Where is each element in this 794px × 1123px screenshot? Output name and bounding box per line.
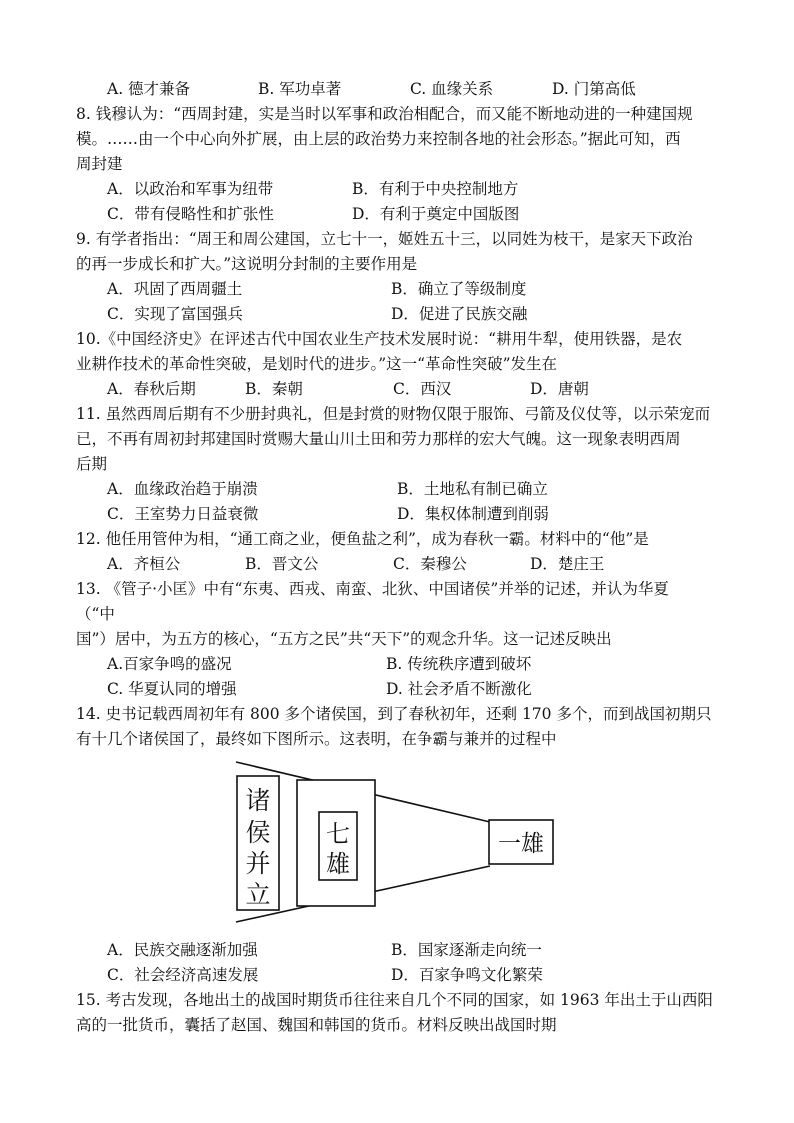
q7-option-b: B. 军功卓著 [258,80,342,98]
q8-option-a: A．以政治和军事为纽带 [107,180,274,198]
q15-stem-line-1: 15. 考古发现，各地出土的战国时期货币往往来自几个不同的国家，如 1963 年出土于山西阳 [76,991,713,1009]
q11-stem-line-1: 11. 虽然西周后期有不少册封典礼，但是封赏的财物仅限于服饰、弓箭及仪仗等，以示荣宠而 [76,405,711,423]
q11-stem-line-3: 后期 [76,455,108,473]
q13-stem-line-2: （“中 [76,605,115,623]
q8-option-c: C．带有侵略性和扩张性 [107,205,274,223]
q11-option-b: B．土地私有制已确立 [397,480,548,498]
q14-stem-line-1: 14. 史书记载西周初年有 800 多个诸侯国，到了春秋初年，还剩 170 多个，而到战国初期只 [76,705,712,723]
q7-option-a: A. 德才兼备 [107,80,191,98]
q15-stem-line-2: 高的一批货币，囊括了赵国、魏国和韩国的货币。材料反映出战国时期 [76,1016,557,1034]
q13-option-a: A.百家争鸣的盛况 [107,655,232,673]
box-one-state-label: 一雄 [498,831,544,857]
q12-stem-line-1: 12. 他任用管仲为相，“通工商之业，便鱼盐之利”，成为春秋一霸。材料中的“他”是 [76,530,649,548]
box-many-states-char-3: 并 [245,849,271,878]
q13-stem-line-1: 13. 《管子·小匡》中有“东夷、西戎、南蛮、北狄、中国诸侯”并举的记述，并认为华夏 [76,580,669,598]
box-many-states-char-2: 侯 [245,818,271,847]
box-seven-states-char-1: 七 [326,820,350,848]
q9-option-b: B．确立了等级制度 [391,280,527,298]
q12-option-d: D．楚庄王 [530,555,605,573]
q12-option-c: C．秦穆公 [393,555,467,573]
box-seven-states-char-2: 雄 [326,850,350,878]
q14-option-c: C．社会经济高速发展 [107,966,259,984]
box-many-states-char-1: 诸 [245,786,271,815]
q11-option-a: A．血缘政治趋于崩溃 [107,480,258,498]
q9-stem-line-1: 9. 有学者指出：“周王和周公建国，立七十一，姬姓五十三，以同姓为枝干，是家天下政治 [76,230,693,248]
box-many-states-char-4: 立 [245,880,271,909]
q11-option-c: C．王室势力日益衰微 [107,505,259,523]
q12-option-a: A．齐桓公 [107,555,181,573]
q7-option-c: C. 血缘关系 [410,80,494,98]
q8-stem-line-1: 8. 钱穆认为：“西周封建，实是当时以军事和政治相配合，而又能不断地动进的一种建国规 [76,105,693,123]
q13-stem-line-3: 国”）居中，为五方的核心，“五方之民”共“天下”的观念升华。这一记述反映出 [76,630,612,648]
q14-stem-line-2: 有十几个诸侯国了，最终如下图所示。这表明，在争霸与兼并的过程中 [76,730,557,748]
q14-option-a: A．民族交融逐渐加强 [107,941,258,959]
q9-option-d: D．促进了民族交融 [391,305,528,323]
q9-option-c: C．实现了富国强兵 [107,305,243,323]
q14-option-b: B．国家逐渐走向统一 [391,941,542,959]
q14-option-d: D．百家争鸣文化繁荣 [391,966,543,984]
q13-option-b: B. 传统秩序遭到破坏 [386,655,532,673]
q7-option-d: D. 门第高低 [552,80,636,98]
q9-stem-line-2: 的再一步成长和扩大。”这说明分封制的主要作用是 [76,255,418,273]
q8-stem-line-3: 周封建 [76,155,123,173]
q12-option-b: B．晋文公 [245,555,319,573]
q10-option-d: D．唐朝 [530,380,589,398]
q9-option-a: A．巩固了西周疆土 [107,280,243,298]
q11-option-d: D．集权体制遭到削弱 [397,505,549,523]
q10-option-c: C．西汉 [393,380,452,398]
q10-option-a: A．春秋后期 [107,380,196,398]
q10-stem-line-1: 10.《中国经济史》在评述古代中国农业生产技术发展时说：“耕用牛犁，使用铁器，是农 [76,330,683,348]
q13-option-c: C. 华夏认同的增强 [107,680,237,698]
q10-stem-line-2: 业耕作技术的革命性突破，是划时代的进步。”这一“革命性突破”发生在 [76,355,558,373]
q8-option-b: B．有利于中央控制地方 [352,180,519,198]
unification-funnel-diagram [228,758,558,926]
q8-option-d: D．有利于奠定中国版图 [352,205,520,223]
q10-option-b: B．秦朝 [245,380,303,398]
q13-option-d: D. 社会矛盾不断激化 [386,680,532,698]
q11-stem-line-2: 已，不再有周初封邦建国时赏赐大量山川土田和劳力那样的宏大气魄。这一现象表明西周 [76,430,681,448]
q8-stem-line-2: 模。……由一个中心向外扩展，由上层的政治势力来控制各地的社会形态。”据此可知，西 [76,130,681,148]
